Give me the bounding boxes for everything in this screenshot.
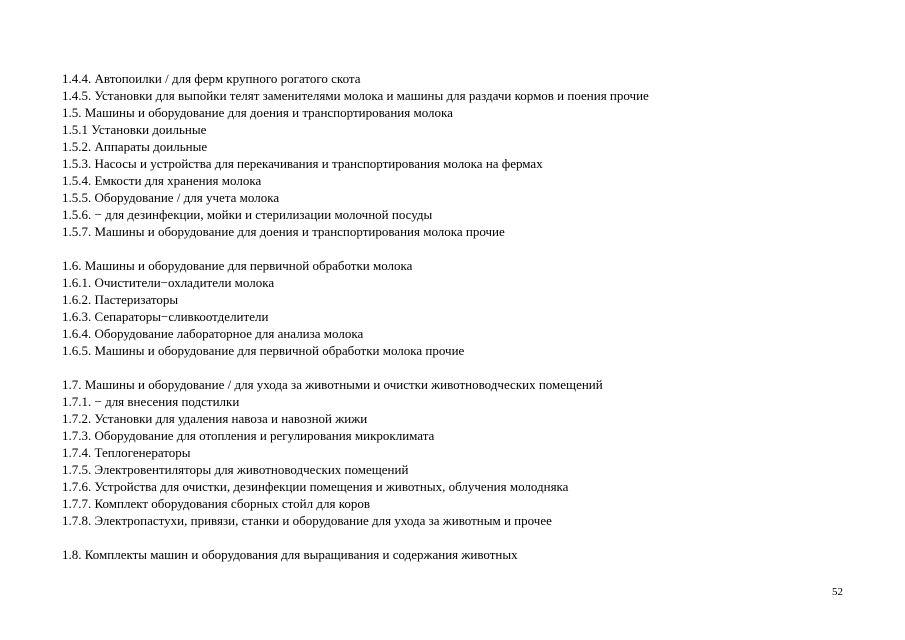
section-heading: 1.6. Машины и оборудование для первичной обработки молока: [62, 258, 413, 273]
document-body: [62, 70, 882, 580]
text-line: 1.5.6. − для дезинфекции, мойки и стерилизации молочной посуды: [62, 207, 433, 222]
section-1-8: [62, 546, 882, 563]
text-line: 1.5.4. Емкости для хранения молока: [62, 173, 262, 188]
text-line: 1.7.8. Электропастухи, привязи, станки и оборудование для ухода за животным и прочее: [62, 513, 552, 528]
text-line: 1.7.6. Устройства для очистки, дезинфекции помещения и животных, облучения молодняка: [62, 479, 569, 494]
text-line: 1.7.3. Оборудование для отопления и регулирования микроклимата: [62, 428, 435, 443]
text-line: 1.7.7. Комплект оборудования сборных стойл для коров: [62, 496, 370, 511]
text-line: 1.5.7. Машины и оборудование для доения и транспортирования молока прочие: [62, 224, 505, 239]
section-heading: 1.7. Машины и оборудование / для ухода за животными и очистки животноводческих помещений: [62, 377, 603, 392]
text-line: 1.5. Машины и оборудование для доения и транспортирования молока: [62, 105, 453, 120]
section-1-6: [62, 257, 882, 359]
text-line: 1.7.1. − для внесения подстилки: [62, 394, 240, 409]
text-line: 1.7.4. Теплогенераторы: [62, 445, 191, 460]
text-line: 1.4.4. Автопоилки / для ферм крупного рогатого скота: [62, 71, 361, 86]
text-line: 1.6.4. Оборудование лабораторное для анализа молока: [62, 326, 364, 341]
text-line: 1.6.3. Сепараторы−сливкоотделители: [62, 309, 269, 324]
section-heading: 1.8. Комплекты машин и оборудования для выращивания и содержания животных: [62, 547, 518, 562]
section-1-7: [62, 376, 882, 529]
text-line: 1.5.1 Установки доильные: [62, 122, 207, 137]
text-line: 1.5.2. Аппараты доильные: [62, 139, 208, 154]
text-line: 1.5.5. Оборудование / для учета молока: [62, 190, 280, 205]
text-line: 1.7.5. Электровентиляторы для животноводческих помещений: [62, 462, 409, 477]
text-line: 1.4.5. Установки для выпойки телят заменителями молока и машины для раздачи кормов и поения прочие: [62, 88, 649, 103]
text-line: 1.6.2. Пастеризаторы: [62, 292, 179, 307]
text-line: 1.7.2. Установки для удаления навоза и навозной жижи: [62, 411, 368, 426]
section-1-4-1-5: [62, 70, 882, 240]
page-number: 52: [832, 586, 843, 598]
text-line: 1.6.1. Очистители−охладители молока: [62, 275, 275, 290]
text-line: 1.6.5. Машины и оборудование для первичной обработки молока прочие: [62, 343, 465, 358]
text-line: 1.5.3. Насосы и устройства для перекачивания и транспортирования молока на фермах: [62, 156, 543, 171]
